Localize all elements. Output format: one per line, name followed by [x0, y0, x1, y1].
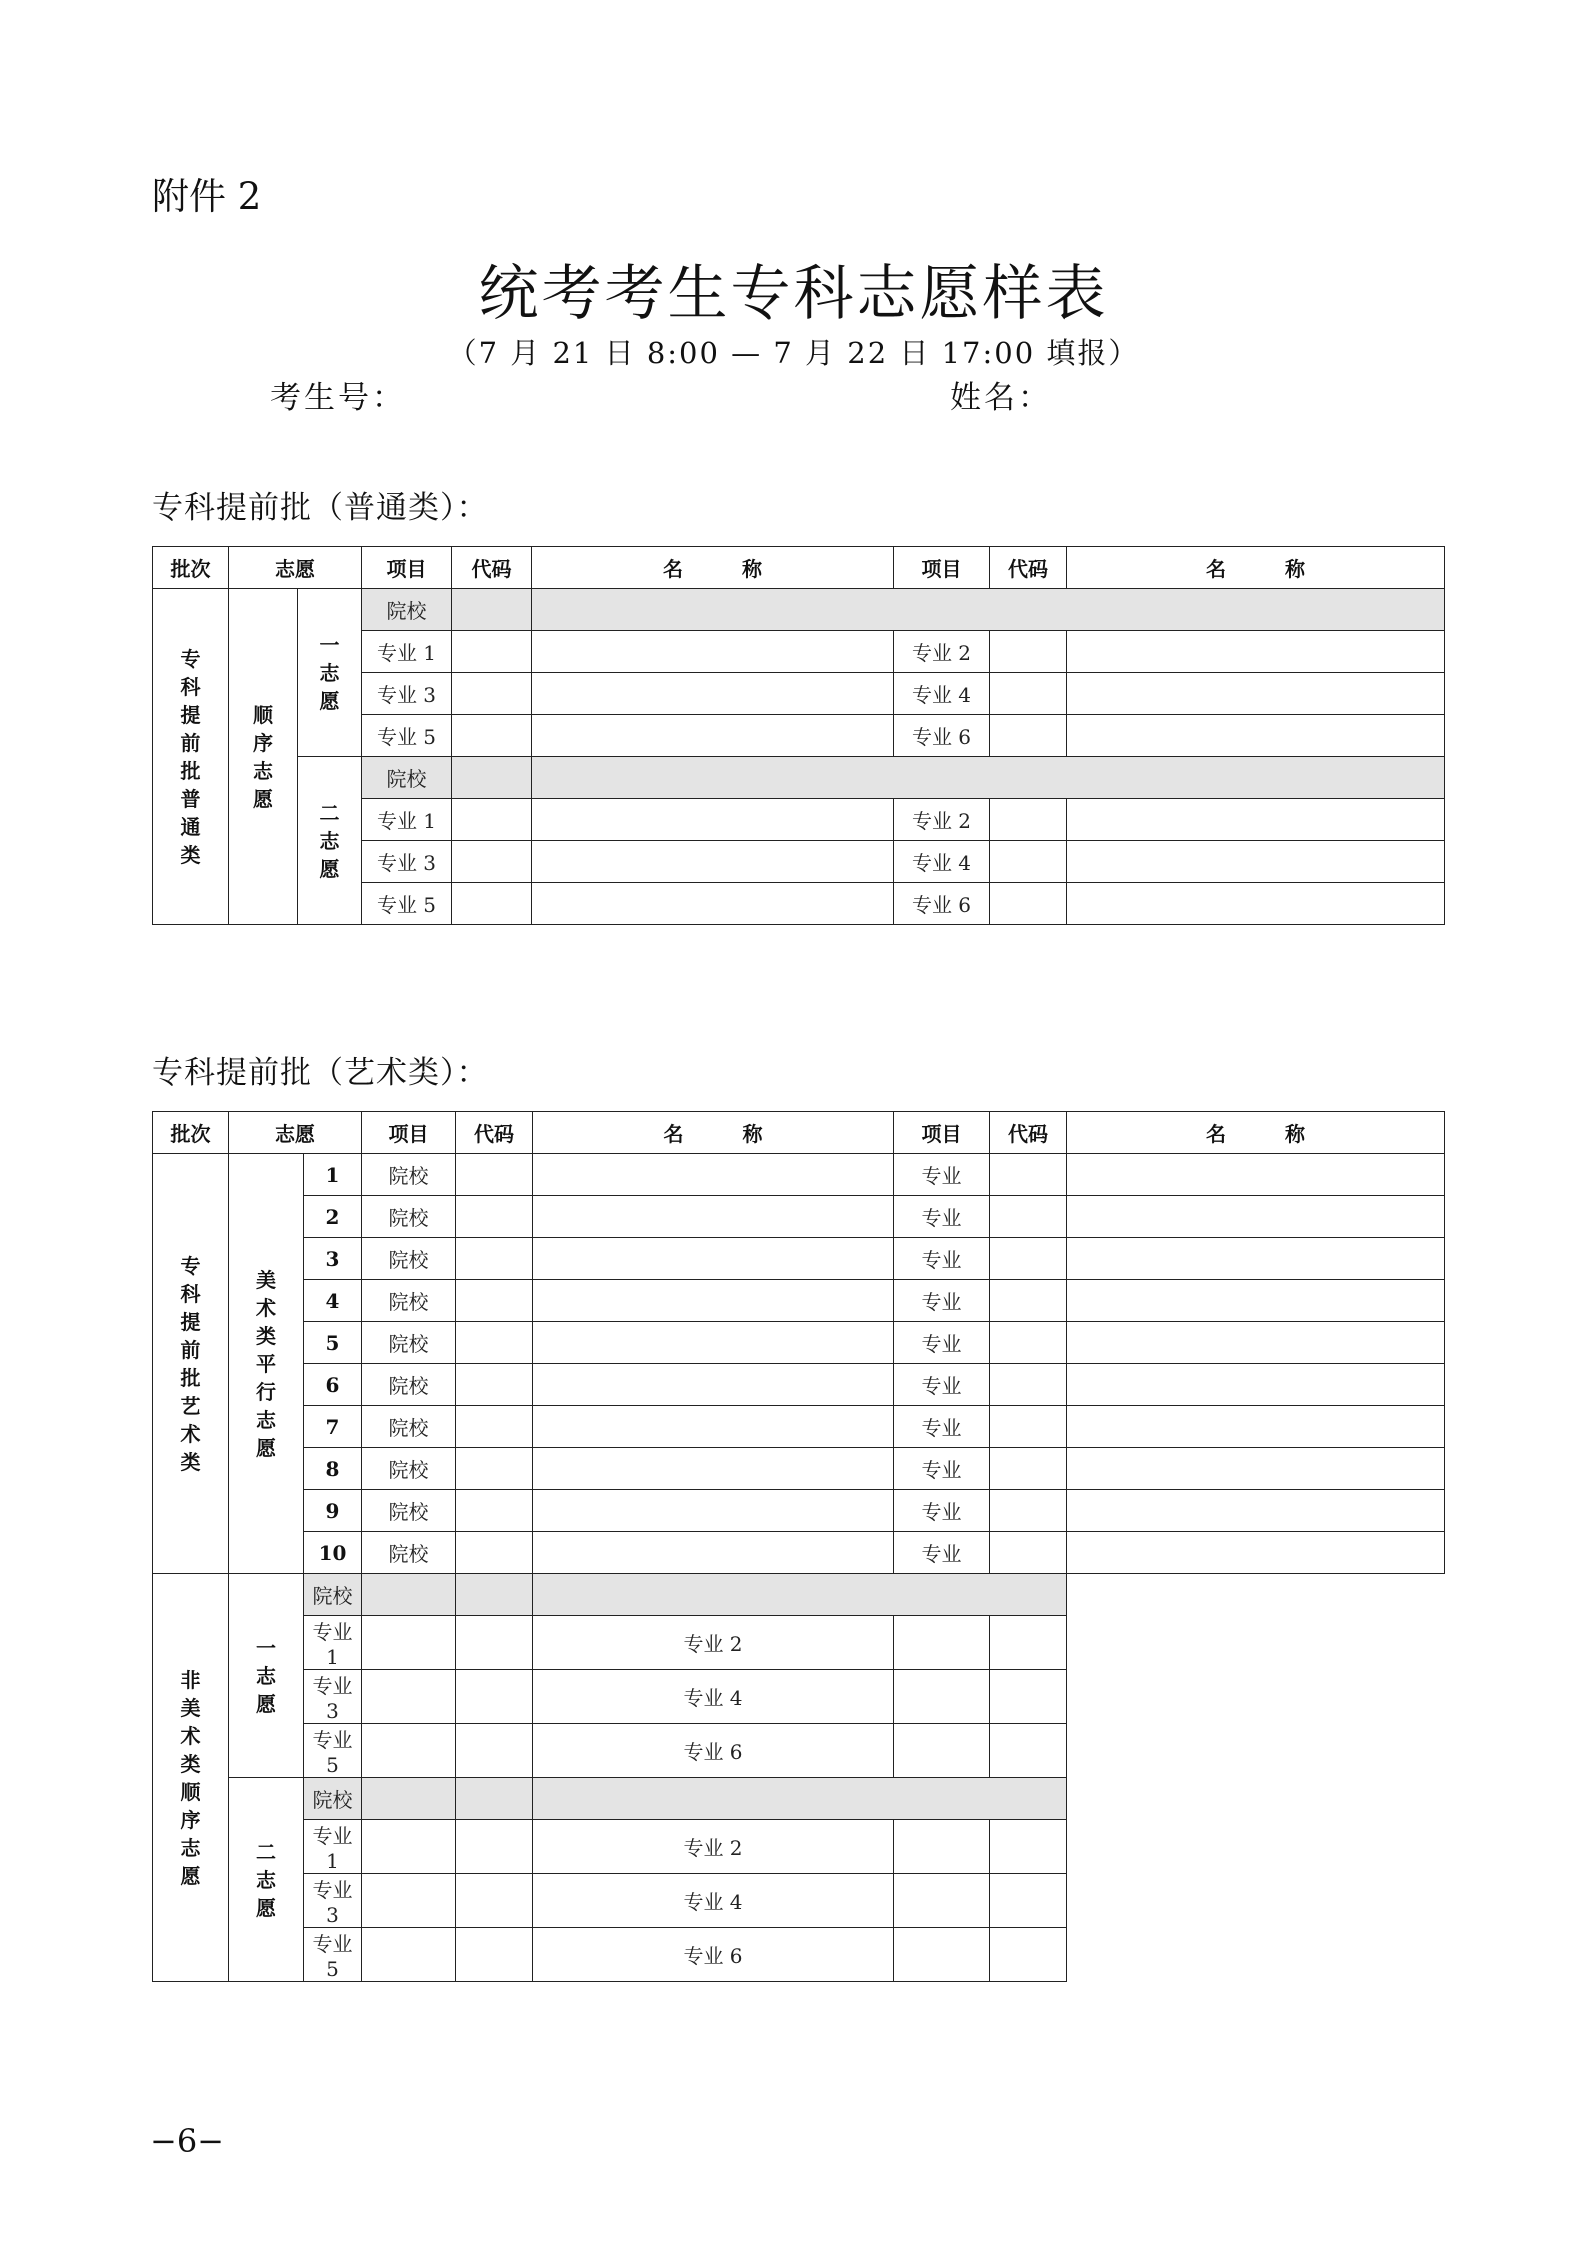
major-name-input[interactable] [990, 1616, 1067, 1670]
major-name-input[interactable] [990, 1928, 1067, 1982]
major-label: 专业 2 [533, 1820, 894, 1874]
major-name-input[interactable] [990, 1874, 1067, 1928]
major-name-input[interactable] [1067, 1196, 1445, 1238]
first-wish-cell: 一志愿 [298, 589, 362, 757]
major-label: 专业 [894, 1154, 990, 1196]
school-name-input[interactable] [456, 1778, 533, 1820]
major-name-input[interactable] [1067, 1532, 1445, 1574]
school-label: 院校 [362, 1196, 456, 1238]
major-label: 专业 6 [894, 715, 990, 757]
major-code-input[interactable] [362, 1724, 456, 1778]
major-code-input[interactable] [894, 1670, 990, 1724]
major-name-input[interactable] [1067, 1238, 1445, 1280]
major-label: 专业 5 [304, 1724, 362, 1778]
first-wish-cell: 一志愿 [229, 1574, 304, 1778]
major-code-input[interactable] [990, 883, 1067, 925]
major-name-input[interactable] [1067, 715, 1445, 757]
candidate-number-label: 考生号： [270, 380, 406, 416]
table-row [153, 1448, 1445, 1490]
wish-number: 10 [304, 1532, 362, 1574]
school-code-input[interactable] [456, 1490, 533, 1532]
major-label: 专业 1 [362, 799, 452, 841]
wish-number: 3 [304, 1238, 362, 1280]
table-row [153, 1574, 1445, 1616]
school-name-input[interactable] [532, 757, 1445, 799]
table-row [153, 1406, 1445, 1448]
major-name-input[interactable] [532, 799, 894, 841]
page-number: −6− [150, 2122, 224, 2160]
major-code-input[interactable] [990, 1280, 1067, 1322]
order-wish-cell: 顺序志愿 [229, 589, 298, 925]
batch-cell: 专科提前批艺术类 [153, 1154, 229, 1574]
school-label: 院校 [362, 589, 452, 631]
major-code-input[interactable] [452, 631, 532, 673]
school-label: 院校 [362, 1280, 456, 1322]
major-name-input[interactable] [990, 1820, 1067, 1874]
school-code-input[interactable] [456, 1532, 533, 1574]
school-label: 院校 [362, 1322, 456, 1364]
table-row [153, 1322, 1445, 1364]
table-row [153, 1928, 1445, 1982]
major-code-input[interactable] [452, 841, 532, 883]
major-label: 专业 6 [894, 883, 990, 925]
major-code-input[interactable] [990, 1490, 1067, 1532]
table-row [153, 1490, 1445, 1532]
art-wish-table [152, 1111, 1445, 1982]
major-code-input[interactable] [362, 1874, 456, 1928]
major-label: 专业 [894, 1196, 990, 1238]
major-name-input[interactable] [1067, 1406, 1445, 1448]
major-name-input[interactable] [1067, 1490, 1445, 1532]
major-name-input[interactable] [1067, 631, 1445, 673]
school-code-input[interactable] [456, 1448, 533, 1490]
school-name-input[interactable] [533, 1238, 894, 1280]
major-code-input[interactable] [990, 673, 1067, 715]
table-row [153, 1820, 1445, 1874]
table-row [153, 1724, 1445, 1778]
major-label: 专业 [894, 1322, 990, 1364]
major-name-input[interactable] [456, 1820, 533, 1874]
major-name-input[interactable] [456, 1724, 533, 1778]
major-name-input[interactable] [532, 673, 894, 715]
major-label: 专业 1 [304, 1616, 362, 1670]
major-label: 专业 4 [533, 1874, 894, 1928]
school-name-input[interactable] [456, 1574, 533, 1616]
major-label: 专业 5 [362, 883, 452, 925]
major-label: 专业 [894, 1532, 990, 1574]
major-label: 专业 [894, 1406, 990, 1448]
major-code-input[interactable] [894, 1820, 990, 1874]
header-item-2: 项目 [894, 1112, 990, 1154]
attachment-label: 附件 2 [152, 175, 262, 218]
wish-number: 2 [304, 1196, 362, 1238]
major-code-input[interactable] [452, 673, 532, 715]
school-name-input[interactable] [532, 589, 1445, 631]
major-name-input[interactable] [532, 841, 894, 883]
wish-number: 5 [304, 1322, 362, 1364]
school-label: 院校 [362, 1448, 456, 1490]
school-name-input[interactable] [533, 1196, 894, 1238]
table-header-row [153, 547, 1445, 589]
major-name-input[interactable] [990, 1724, 1067, 1778]
table-row [153, 1670, 1445, 1724]
school-name-input[interactable] [533, 1490, 894, 1532]
header-code: 代码 [456, 1112, 533, 1154]
header-wish: 志愿 [229, 1112, 362, 1154]
major-label: 专业 6 [533, 1724, 894, 1778]
table-row [153, 1616, 1445, 1670]
major-code-input[interactable] [990, 841, 1067, 883]
school-code-input[interactable] [456, 1280, 533, 1322]
major-label: 专业 [894, 1280, 990, 1322]
major-code-input[interactable] [452, 715, 532, 757]
header-batch: 批次 [153, 1112, 229, 1154]
wish-number: 8 [304, 1448, 362, 1490]
table-row [153, 589, 1445, 631]
major-label: 专业 3 [362, 841, 452, 883]
major-code-input[interactable] [894, 1724, 990, 1778]
major-label: 专业 4 [533, 1670, 894, 1724]
header-item-2: 项目 [894, 547, 990, 589]
name-label: 姓名： [950, 380, 1052, 416]
table-row [153, 1196, 1445, 1238]
header-code-2: 代码 [990, 547, 1067, 589]
header-name-2: 名 称 [1067, 547, 1445, 589]
major-name-input[interactable] [1067, 841, 1445, 883]
major-label: 专业 [894, 1448, 990, 1490]
major-name-input[interactable] [532, 631, 894, 673]
major-label: 专业 4 [894, 841, 990, 883]
major-name-input[interactable] [1067, 1154, 1445, 1196]
school-code-input[interactable] [456, 1196, 533, 1238]
school-name-input[interactable] [533, 1322, 894, 1364]
school-code-input[interactable] [456, 1406, 533, 1448]
school-name-input[interactable] [533, 1406, 894, 1448]
header-batch: 批次 [153, 547, 229, 589]
school-label: 院校 [362, 1238, 456, 1280]
major-name-input[interactable] [1067, 883, 1445, 925]
major-label: 专业 6 [533, 1928, 894, 1982]
header-code: 代码 [452, 547, 532, 589]
school-label: 院校 [362, 1154, 456, 1196]
major-code-input[interactable] [990, 715, 1067, 757]
table-row [153, 1280, 1445, 1322]
major-label: 专业 [894, 1364, 990, 1406]
major-code-input[interactable] [990, 1238, 1067, 1280]
school-label: 院校 [362, 1364, 456, 1406]
major-label: 专业 3 [304, 1874, 362, 1928]
page-title: 统考考生专科志愿样表 [478, 259, 1109, 329]
school-label: 院校 [362, 1406, 456, 1448]
major-label: 专业 1 [362, 631, 452, 673]
school-label: 院校 [362, 1532, 456, 1574]
major-code-input[interactable] [990, 1154, 1067, 1196]
major-code-input[interactable] [894, 1874, 990, 1928]
major-name-input[interactable] [1067, 673, 1445, 715]
section-heading-art: 专科提前批（艺术类）： [152, 1055, 489, 1091]
school-name-input[interactable] [533, 1154, 894, 1196]
major-code-input[interactable] [894, 1616, 990, 1670]
school-extra-cell[interactable] [533, 1574, 1067, 1616]
header-item: 项目 [362, 1112, 456, 1154]
general-wish-table [152, 546, 1445, 925]
school-code-input[interactable] [452, 757, 532, 799]
school-name-input[interactable] [533, 1448, 894, 1490]
header-name: 名 称 [532, 547, 894, 589]
school-label: 院校 [362, 757, 452, 799]
header-name-2: 名 称 [1067, 1112, 1445, 1154]
school-name-input[interactable] [533, 1364, 894, 1406]
major-code-input[interactable] [990, 1406, 1067, 1448]
school-code-input[interactable] [452, 589, 532, 631]
school-code-input[interactable] [362, 1574, 456, 1616]
major-code-input[interactable] [990, 1448, 1067, 1490]
school-code-input[interactable] [456, 1364, 533, 1406]
major-name-input[interactable] [1067, 799, 1445, 841]
school-extra-cell[interactable] [533, 1778, 1067, 1820]
wish-number: 1 [304, 1154, 362, 1196]
wish-number: 4 [304, 1280, 362, 1322]
major-code-input[interactable] [990, 1196, 1067, 1238]
table-row [153, 1238, 1445, 1280]
table-row [153, 757, 1445, 799]
second-wish-cell: 二志愿 [229, 1778, 304, 1982]
major-label: 专业 1 [304, 1820, 362, 1874]
major-name-input[interactable] [990, 1670, 1067, 1724]
major-label: 专业 2 [533, 1616, 894, 1670]
school-name-input[interactable] [533, 1532, 894, 1574]
header-wish: 志愿 [229, 547, 362, 589]
major-code-input[interactable] [894, 1928, 990, 1982]
table-row [153, 1364, 1445, 1406]
major-code-input[interactable] [452, 799, 532, 841]
wish-number: 7 [304, 1406, 362, 1448]
major-name-input[interactable] [1067, 1448, 1445, 1490]
table-row [153, 1874, 1445, 1928]
table-row [153, 1154, 1445, 1196]
section-heading-general: 专科提前批（普通类）： [152, 490, 489, 526]
major-label: 专业 [894, 1490, 990, 1532]
major-label: 专业 3 [362, 673, 452, 715]
table-row [153, 1778, 1445, 1820]
table-row [153, 1532, 1445, 1574]
major-name-input[interactable] [532, 715, 894, 757]
school-code-input[interactable] [456, 1154, 533, 1196]
major-code-input[interactable] [362, 1820, 456, 1874]
art-parallel-wish-cell: 美术类平行志愿 [229, 1154, 304, 1574]
major-name-input[interactable] [1067, 1364, 1445, 1406]
major-code-input[interactable] [990, 1364, 1067, 1406]
major-code-input[interactable] [990, 1322, 1067, 1364]
header-code-2: 代码 [990, 1112, 1067, 1154]
school-code-input[interactable] [362, 1778, 456, 1820]
header-item: 项目 [362, 547, 452, 589]
major-code-input[interactable] [362, 1928, 456, 1982]
major-code-input[interactable] [990, 799, 1067, 841]
major-label: 专业 2 [894, 799, 990, 841]
major-label: 专业 [894, 1238, 990, 1280]
major-label: 专业 5 [362, 715, 452, 757]
major-code-input[interactable] [362, 1670, 456, 1724]
second-wish-cell: 二志愿 [298, 757, 362, 925]
major-name-input[interactable] [456, 1874, 533, 1928]
nonart-order-wish-cell: 非美术类顺序志愿 [153, 1574, 229, 1982]
major-code-input[interactable] [362, 1616, 456, 1670]
fill-period: （7 月 21 日 8:00 — 7 月 22 日 17:00 填报） [447, 336, 1140, 370]
school-label: 院校 [304, 1574, 362, 1616]
major-code-input[interactable] [990, 1532, 1067, 1574]
school-code-input[interactable] [456, 1238, 533, 1280]
major-name-input[interactable] [456, 1670, 533, 1724]
major-label: 专业 4 [894, 673, 990, 715]
major-label: 专业 3 [304, 1670, 362, 1724]
major-name-input[interactable] [1067, 1280, 1445, 1322]
wish-number: 9 [304, 1490, 362, 1532]
major-label: 专业 5 [304, 1928, 362, 1982]
batch-cell: 专科提前批普通类 [153, 589, 229, 925]
major-name-input[interactable] [456, 1616, 533, 1670]
major-name-input[interactable] [1067, 1322, 1445, 1364]
school-name-input[interactable] [533, 1280, 894, 1322]
table-header-row [153, 1112, 1445, 1154]
school-code-input[interactable] [456, 1322, 533, 1364]
school-label: 院校 [362, 1490, 456, 1532]
major-code-input[interactable] [452, 883, 532, 925]
major-name-input[interactable] [532, 883, 894, 925]
header-name: 名 称 [533, 1112, 894, 1154]
major-code-input[interactable] [990, 631, 1067, 673]
school-label: 院校 [304, 1778, 362, 1820]
wish-number: 6 [304, 1364, 362, 1406]
major-label: 专业 2 [894, 631, 990, 673]
major-name-input[interactable] [456, 1928, 533, 1982]
